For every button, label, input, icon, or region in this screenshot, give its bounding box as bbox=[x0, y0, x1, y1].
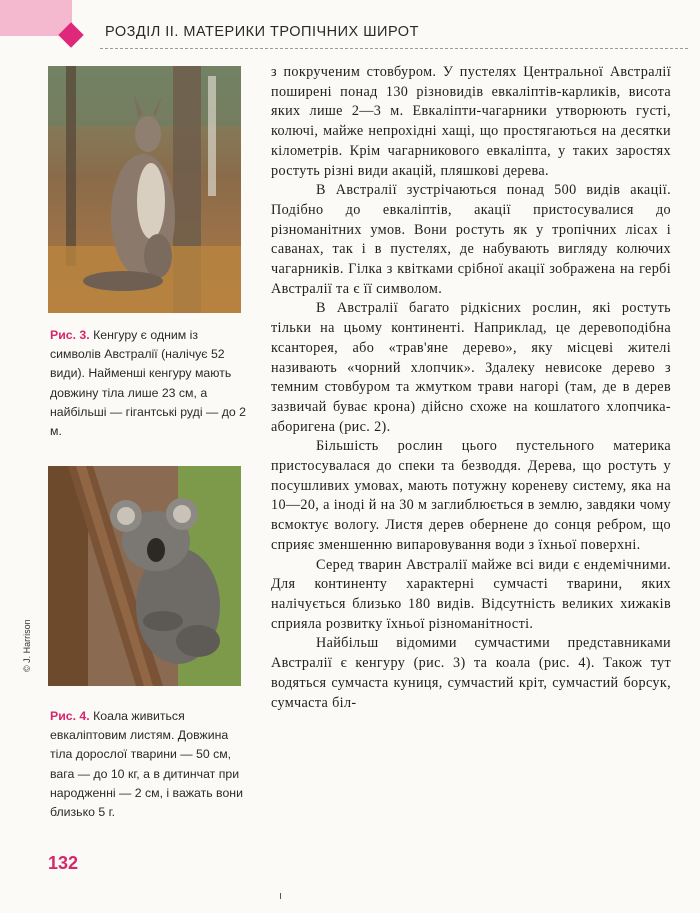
page-number: 132 bbox=[48, 853, 79, 873]
paragraph-6: Найбільш відомими сумчастими представниками Австралії є кенгуру (рис. 3) та коала (рис. 4). Також тут водяться сумчаста куниця, сумчастий кріт, сумчастий борсук, сумчаста біл- bbox=[271, 635, 671, 711]
figure-3-label: Рис. 3. bbox=[50, 328, 90, 342]
header-divider bbox=[100, 48, 688, 49]
figure-3-caption bbox=[50, 326, 246, 441]
kangaroo-photo bbox=[48, 66, 241, 313]
figure-3-text: Кенгуру є одним із символів Австралії (налічує 52 види). Найменші кенгуру мають довжину тіла лише 23 см, а найбільші — гігантські руді — до 2 м. bbox=[50, 328, 246, 439]
koala-photo bbox=[48, 466, 241, 686]
photo-credit: © J. Harrison bbox=[22, 619, 32, 672]
main-text bbox=[271, 63, 671, 713]
paragraph-4: Більшість рослин цього пустельного материка пристосувалася до спеки та безводдя. Дерева, що ростуть у посушливих умовах, мають потужну кореневу систему, яка на 10—20, а іноді й на 30 м заглиблюється в землю, завдяки чому всмоктує вологу. Листя дерев обернене до сонця ребром, що сприяє зменшенню випаровування води з їхньої поверхні. bbox=[271, 438, 671, 553]
paragraph-2: В Австралії зустрічаються понад 500 видів акації. Подібно до евкаліптів, акації пристосувалися до різноманітних умов. Вони ростуть як у тропічних лісах і саванах, так і в пустелях, де набувають вигляду колючих чагарників. Гілка з квітками срібної акації зображена на гербі Австралії та є її символом. bbox=[271, 182, 671, 297]
figure-4-caption bbox=[50, 707, 246, 822]
figure-4-text: Коала живиться евкаліптовим листям. Довжина тіла дорослої тварини — 50 см, вага — до 10 кг, а в дитинчат при народженні — 2 см, і важать вони близько 5 г. bbox=[50, 709, 243, 820]
section-title: РОЗДІЛ ІІ. МАТЕРИКИ ТРОПІЧНИХ ШИРОТ bbox=[105, 24, 419, 40]
paragraph-5: Серед тварин Австралії майже всі види є ендемічними. Для континенту характерні сумчасті тварини, яких налічується близько 180 видів. Відсутність великих хижаків сприяла розвитку їхньої різноманітності. bbox=[271, 556, 671, 632]
figure-4-label: Рис. 4. bbox=[50, 709, 90, 723]
paragraph-1: з покрученим стовбуром. У пустелях Центральної Австралії поширені понад 130 різновидів евкаліптів-карликів, висота яких лише 2—3 м. Евкаліпти-чагарники утворюють густі, колючі, майже непрохідні хащі, що простягаються на десятки кілометрів. Крім чагарникового евкаліпта, у таких заростях ростуть різні види акацій, пляшкові дерева. bbox=[271, 64, 671, 179]
paragraph-3: В Австралії багато рідкісних рослин, які ростуть тільки на цьому континенті. Наприклад, це деревоподібна ксанторея, або «трав'яне дерево», яку місцеві жителі називають «чорний хлопчик». Здалеку невисоке дерево з темним стовбуром та жмутком трави нагорі (там, де в дерев зазвичай буває крона) дійсно схоже на кошлатого хлопчика-аборигена (рис. 2). bbox=[271, 300, 671, 435]
print-mark bbox=[280, 893, 281, 899]
